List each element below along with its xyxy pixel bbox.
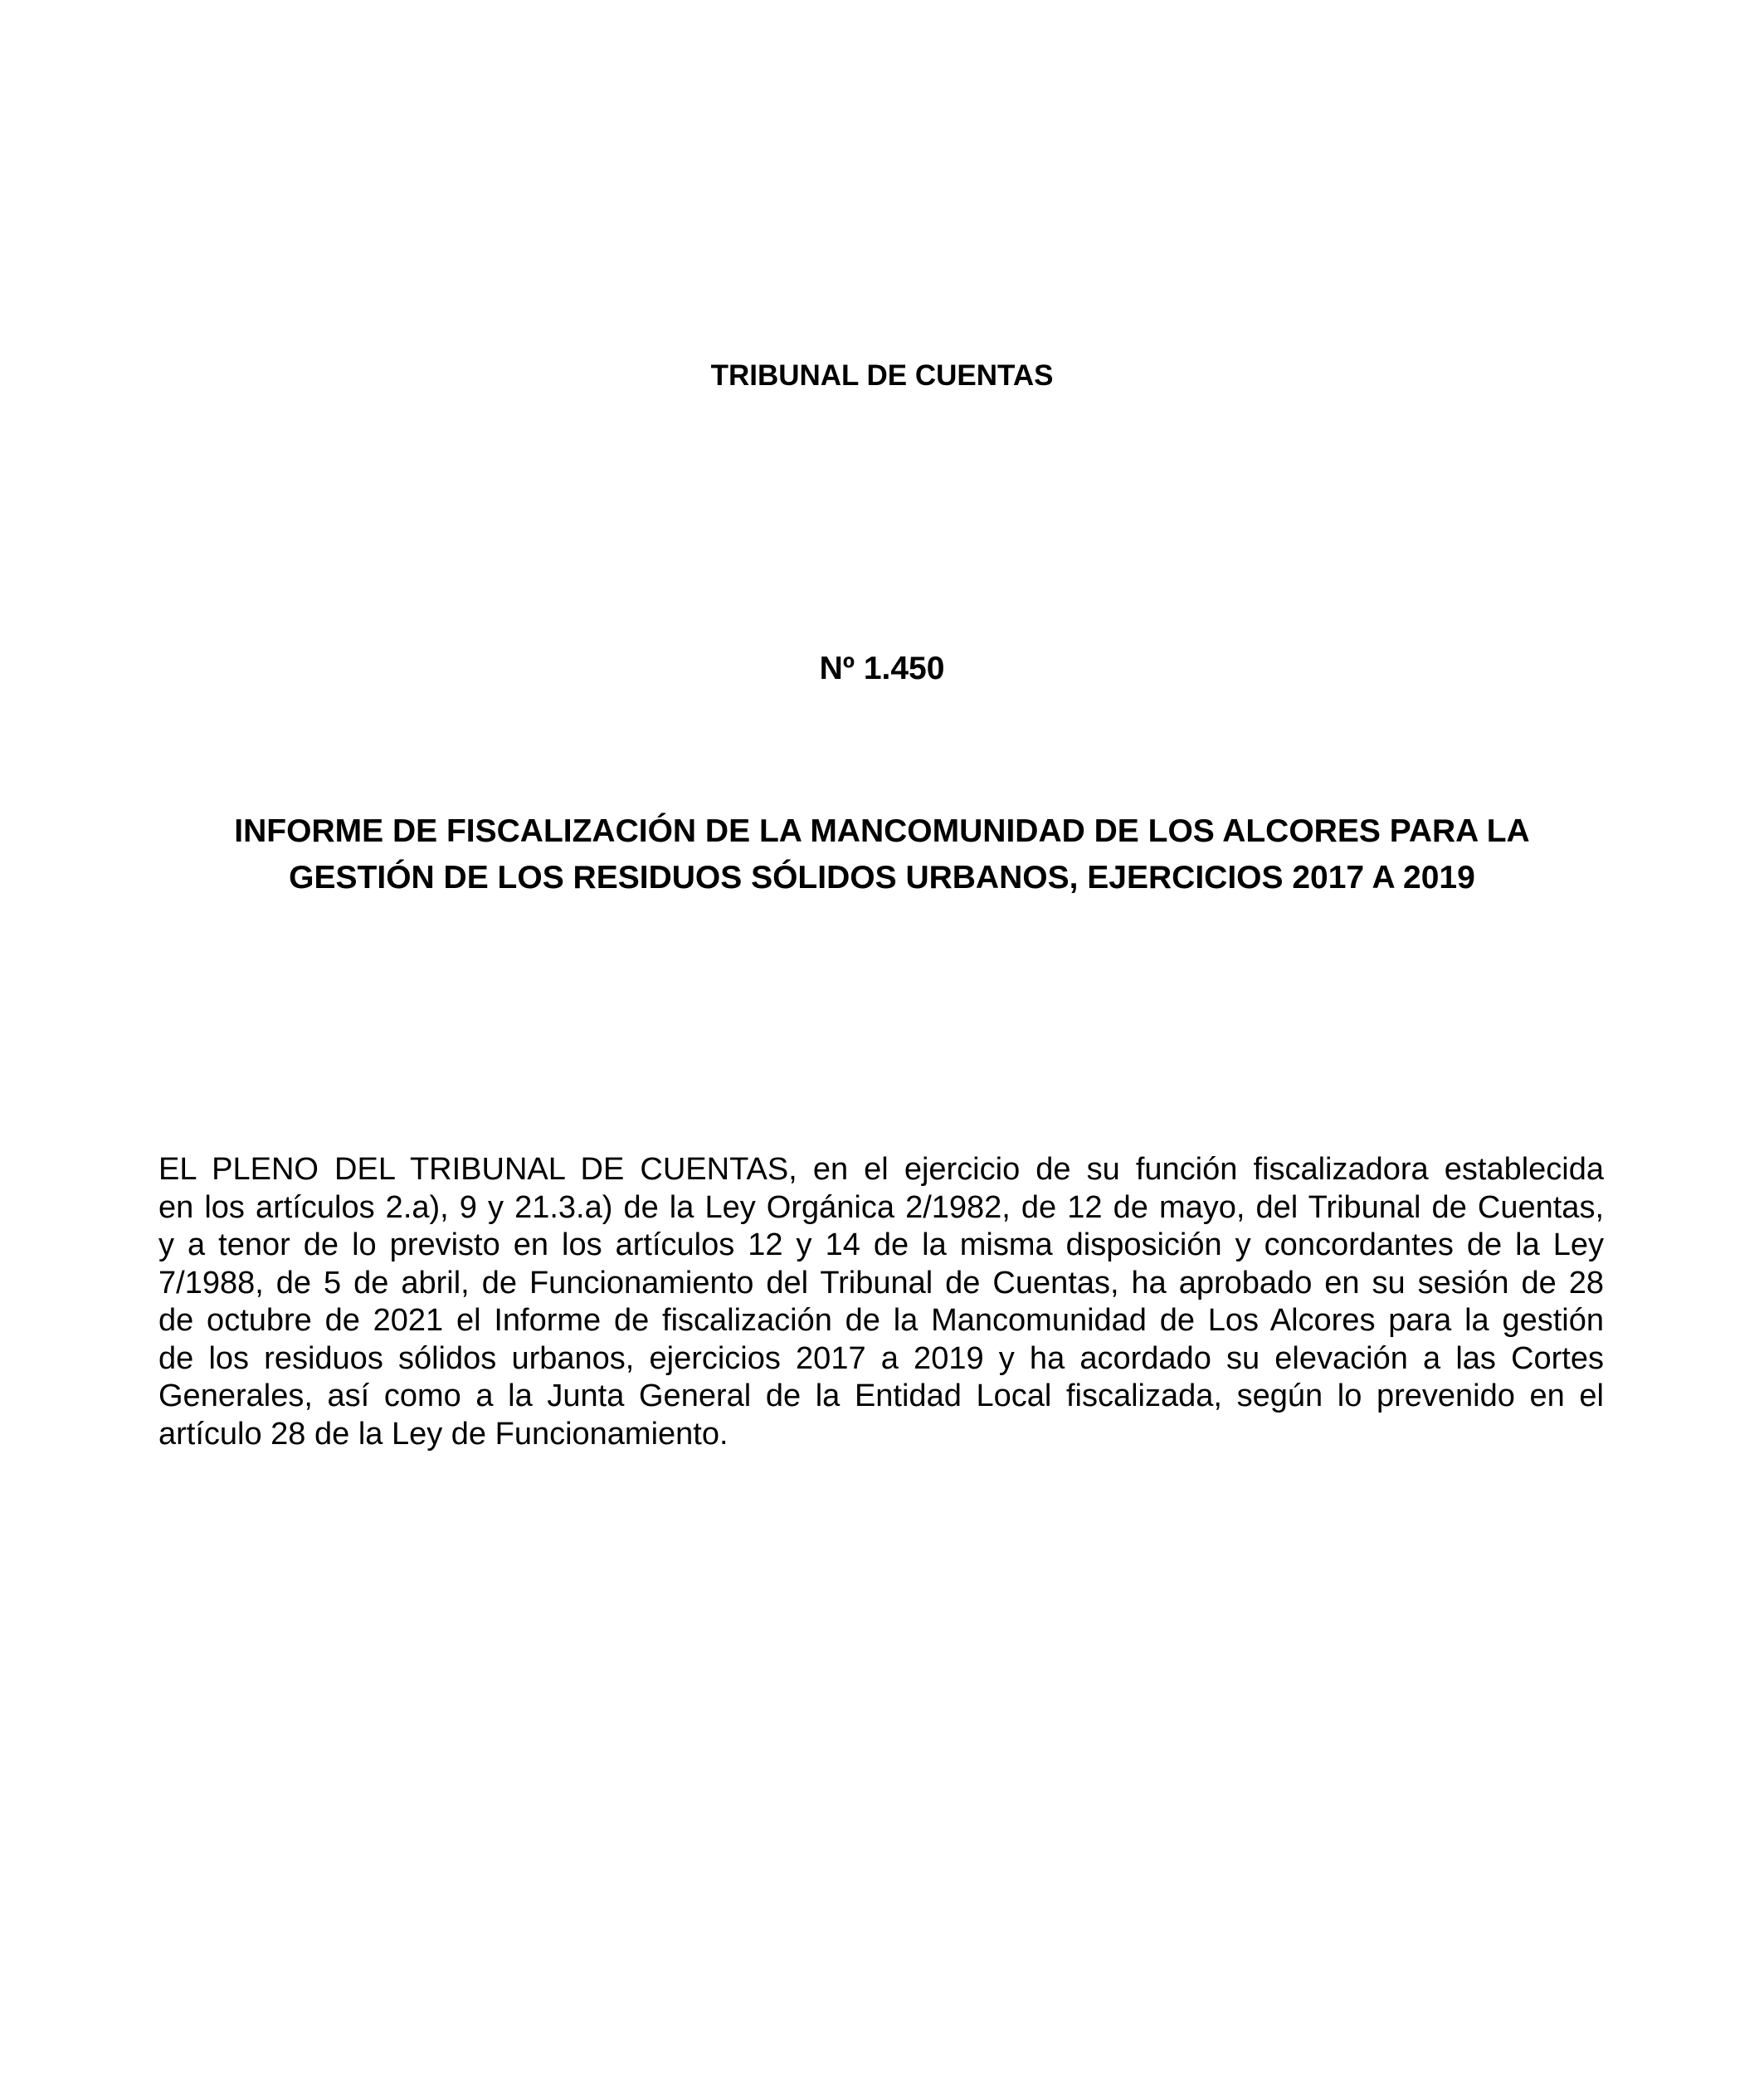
report-title-line: GESTIÓN DE LOS RESIDUOS SÓLIDOS URBANOS, EJERCICIOS 2017 A 2019 <box>289 860 1475 895</box>
body-paragraph <box>158 1151 1604 1453</box>
paragraph-line: y a tenor de lo previsto en los artículos 12 y 14 de la misma disposición y concordantes de la Ley <box>158 1227 1604 1262</box>
paragraph-line: 7/1988, de 5 de abril, de Funcionamiento del Tribunal de Cuentas, ha aprobado en su sesión de 28 <box>158 1265 1604 1301</box>
paragraph-line: Generales, así como a la Junta General de la Entidad Local fiscalizada, según lo prevenido en el <box>158 1379 1604 1413</box>
paragraph-line: de octubre de 2021 el Informe de fiscalización de la Mancomunidad de Los Alcores para la gestión <box>158 1303 1604 1338</box>
report-title-line: INFORME DE FISCALIZACIÓN DE LA MANCOMUNIDAD DE LOS ALCORES PARA LA <box>234 813 1530 849</box>
report-number: Nº 1.450 <box>819 651 945 686</box>
paragraph-line: de los residuos sólidos urbanos, ejercicios 2017 a 2019 y ha acordado su elevación a las Cortes <box>158 1340 1604 1376</box>
institution-heading: TRIBUNAL DE CUENTAS <box>710 359 1054 392</box>
report-title <box>0 808 1764 901</box>
paragraph-line: artículo 28 de la Ley de Funcionamiento. <box>158 1416 729 1452</box>
paragraph-line: EL PLENO DEL TRIBUNAL DE CUENTAS, en el ejercicio de su función fiscalizadora establecida <box>158 1152 1604 1187</box>
paragraph-line: en los artículos 2.a), 9 y 21.3.a) de la Ley Orgánica 2/1982, de 12 de mayo, del Tribunal de Cuentas, <box>158 1189 1604 1225</box>
